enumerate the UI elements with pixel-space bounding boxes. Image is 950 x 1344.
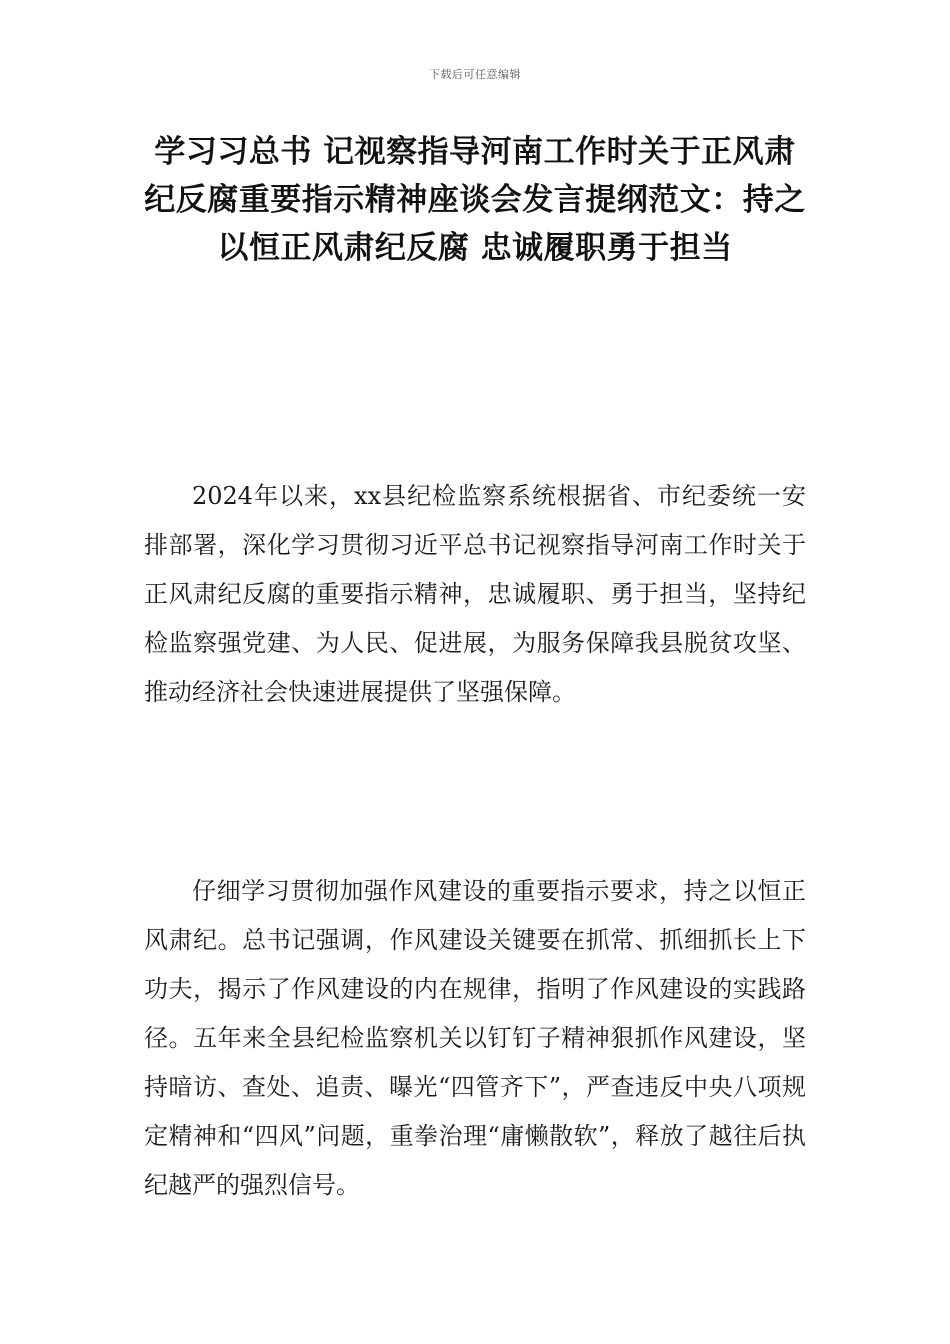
document-title: 学习习总书 记视察指导河南工作时关于正风肃纪反腐重要指示精神座谈会发言提纲范文：持之以恒正风肃纪反腐 忠诚履职勇于担当 [144,134,806,266]
body-paragraph-2: 仔细学习贯彻加强作风建设的重要指示要求，持之以恒正风肃纪。总书记强调，作风建设关键要在抓常、抓细抓长上下功夫，揭示了作风建设的内在规律，指明了作风建设的实践路径。五年来全县纪检监察机关以钉钉子精神狠抓作风建设，坚持暗访、查处、追责、曝光“四管齐下”，严查违反中央八项规定精神和“四风”问题，重拳治理“庸懒散软”，释放了越往后执纪越严的强烈信号。 [144,877,806,1199]
body-paragraph-1: 2024年以来，xx县纪检监察系统根据省、市纪委统一安排部署，深化学习贯彻习近平总书记视察指导河南工作时关于正风肃纪反腐的重要指示精神，忠诚履职、勇于担当，坚持纪检监察强党建、为人民、促进展，为服务保障我县脱贫攻坚、推动经济社会快速进展提供了坚强保障。 [144,482,806,706]
header-note: 下载后可任意编辑 [429,68,521,81]
